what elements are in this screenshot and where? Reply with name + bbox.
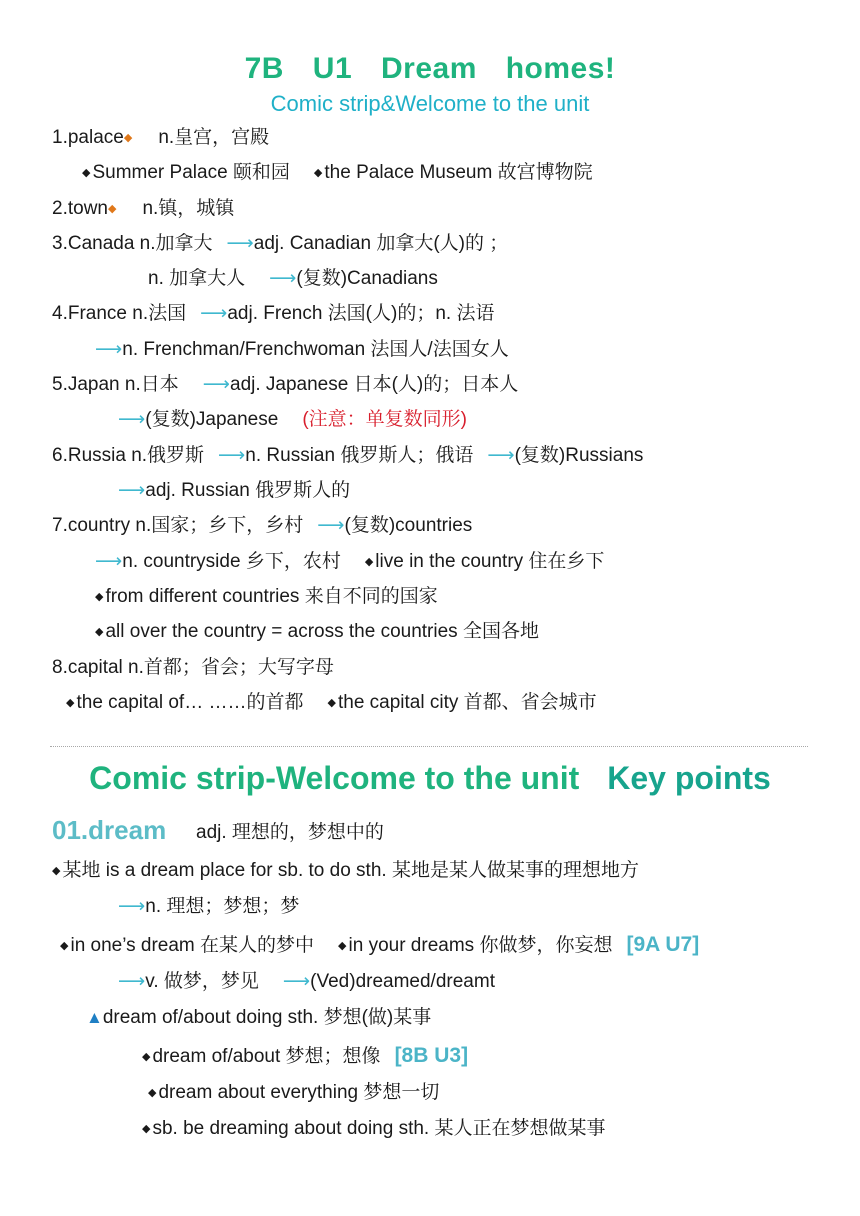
phrase: sb. be dreaming about doing sth. 某人正在梦想做某事 <box>152 1118 606 1139</box>
diamond-bullet-icon: ◆ <box>338 940 347 952</box>
vocab-line-15 <box>95 620 539 646</box>
vocab-line-12 <box>52 514 472 538</box>
vocab-line-2 <box>82 161 593 187</box>
vocab-derivative: adj. French 法国(人)的；n. 法语 <box>227 303 495 324</box>
vocab-line-4 <box>52 232 508 256</box>
vocab-line-11 <box>118 479 350 503</box>
title-part-3: Dream <box>380 52 477 85</box>
entry-line-2 <box>118 895 299 919</box>
vocab-definition: n.皇宫，宫殿 <box>158 127 270 148</box>
phrase: Summer Palace 颐和园 <box>92 162 290 183</box>
entry-line-3 <box>60 933 699 960</box>
past-form: (Ved)dreamed/dreamt <box>310 971 495 992</box>
arrow-right-icon: ⟶ <box>226 233 254 254</box>
arrow-right-icon: ⟶ <box>118 480 146 501</box>
plural-form: (复数)Japanese <box>145 409 279 430</box>
key-points-label: Key points <box>607 760 771 796</box>
diamond-bullet-icon: ◆ <box>95 591 104 603</box>
diamond-bullet-icon: ◆ <box>313 167 323 179</box>
arrow-right-icon: ⟶ <box>95 551 123 572</box>
arrow-right-icon: ⟶ <box>95 339 123 360</box>
vocab-entry: 6.Russia n.俄罗斯 <box>52 445 205 466</box>
title-part-4: homes! <box>505 52 616 85</box>
diamond-bullet-icon: ◆ <box>107 203 117 215</box>
vocab-entry: 3.Canada n.加拿大 <box>52 233 213 254</box>
entry-line-1 <box>52 859 639 885</box>
plural-form: (复数)Canadians <box>296 268 438 289</box>
diamond-bullet-icon: ◆ <box>66 697 75 709</box>
arrow-right-icon: ⟶ <box>118 896 146 917</box>
page-title <box>0 52 860 86</box>
vocab-definition: n.镇，城镇 <box>142 198 235 219</box>
diamond-bullet-icon: ◆ <box>52 865 61 877</box>
phrase: dream of/about 梦想；想像 <box>152 1046 381 1067</box>
vocab-line-9 <box>118 408 467 432</box>
vocab-derivative: adj. Japanese 日本(人)的；日本人 <box>230 374 519 395</box>
vocab-derivative: n. 理想；梦想；梦 <box>145 896 300 917</box>
phrase: the capital of… ……的首都 <box>76 692 304 713</box>
vocab-derivative: n. Russian 俄罗斯人；俄语 <box>245 445 474 466</box>
diamond-bullet-icon: ◆ <box>123 132 133 144</box>
vocab-line-1 <box>52 126 269 152</box>
phrase: dream about everything 梦想一切 <box>158 1082 440 1103</box>
phrase: dream of/about doing sth. 梦想(做)某事 <box>102 1007 432 1028</box>
vocab-line-16 <box>52 656 334 680</box>
vocab-derivative: n. Frenchman/Frenchwoman 法国人/法国女人 <box>122 339 509 360</box>
arrow-right-icon: ⟶ <box>118 409 146 430</box>
plural-form: (复数)Russians <box>514 445 644 466</box>
entry-heading-definition: adj. 理想的，梦想中的 <box>196 822 384 843</box>
phrase: in your dreams 你做梦，你妄想 <box>348 935 613 956</box>
vocab-entry: 8.capital n.首都；省会；大写字母 <box>52 657 334 678</box>
phrase: 某地 is a dream place for sb. to do sth. 某地是某人做某事的理想地方 <box>62 860 639 881</box>
page-subtitle: Comic strip&Welcome to the unit <box>270 91 590 116</box>
vocab-word: 2.town <box>52 198 108 219</box>
entry-line-4 <box>118 970 495 994</box>
entry-line-5 <box>86 1006 431 1030</box>
vocab-line-10 <box>52 444 643 468</box>
entry-heading <box>52 815 166 846</box>
vocab-line-5 <box>148 267 438 291</box>
diamond-bullet-icon: ◆ <box>148 1087 157 1099</box>
vocab-entry: 5.Japan n.日本 <box>52 374 179 395</box>
arrow-right-icon: ⟶ <box>269 268 297 289</box>
entry-line-7 <box>148 1081 439 1107</box>
arrow-right-icon: ⟶ <box>118 971 146 992</box>
phrase: the Palace Museum 故宫博物院 <box>324 162 593 183</box>
entry-line-8 <box>142 1117 606 1143</box>
vocab-derivative: adj. Russian 俄罗斯人的 <box>145 480 351 501</box>
arrow-right-icon: ⟶ <box>282 971 311 992</box>
diamond-bullet-icon: ◆ <box>95 626 104 638</box>
arrow-right-icon: ⟶ <box>218 445 246 466</box>
arrow-right-icon: ⟶ <box>202 374 230 395</box>
phrase: live in the country 住在乡下 <box>375 551 605 572</box>
phrase: all over the country = across the countries 全国各地 <box>105 621 539 642</box>
vocab-line-14 <box>95 585 438 611</box>
plural-form: (复数)countries <box>344 515 473 536</box>
vocab-derivative: n. 加拿大人 <box>148 268 246 289</box>
vocab-word: 1.palace <box>52 127 124 148</box>
title-part-1: 7B <box>244 52 284 85</box>
unit-tag: [9A U7] <box>626 933 700 956</box>
title-part-2: U1 <box>312 52 353 85</box>
vocab-derivative: v. 做梦，梦见 <box>145 971 259 992</box>
diamond-bullet-icon: ◆ <box>60 940 69 952</box>
vocab-line-7 <box>95 338 509 362</box>
diamond-bullet-icon: ◆ <box>142 1123 151 1135</box>
vocab-line-8 <box>52 373 518 397</box>
vocab-line-17 <box>66 691 597 717</box>
unit-tag: [8B U3] <box>394 1044 469 1067</box>
arrow-right-icon: ⟶ <box>200 303 228 324</box>
diamond-bullet-icon: ◆ <box>82 167 91 179</box>
section-title <box>0 760 860 797</box>
phrase: in one’s dream 在某人的梦中 <box>70 935 315 956</box>
vocab-line-13 <box>95 550 604 576</box>
triangle-bullet-icon: ▲ <box>86 1008 103 1027</box>
vocab-line-3 <box>52 197 234 223</box>
entry-line-6 <box>142 1044 468 1071</box>
phrase: the capital city 首都、省会城市 <box>337 692 597 713</box>
arrow-right-icon: ⟶ <box>487 445 515 466</box>
section-title-text: Comic strip-Welcome to the unit <box>89 760 580 796</box>
vocab-line-6 <box>52 302 494 326</box>
diamond-bullet-icon: ◆ <box>142 1051 151 1063</box>
vocab-entry: 4.France n.法国 <box>52 303 187 324</box>
entry-word: 01.dream <box>52 815 167 845</box>
dotted-divider <box>50 746 808 747</box>
diamond-bullet-icon: ◆ <box>327 697 336 709</box>
note-text: (注意：单复数同形) <box>302 409 467 430</box>
diamond-bullet-icon: ◆ <box>364 556 374 568</box>
vocab-derivative: n. countryside 乡下，农村 <box>122 551 341 572</box>
arrow-right-icon: ⟶ <box>317 515 345 536</box>
vocab-derivative: adj. Canadian 加拿大(人)的 ； <box>253 233 509 254</box>
phrase: from different countries 来自不同的国家 <box>105 586 438 607</box>
vocab-entry: 7.country n.国家；乡下，乡村 <box>52 515 304 536</box>
